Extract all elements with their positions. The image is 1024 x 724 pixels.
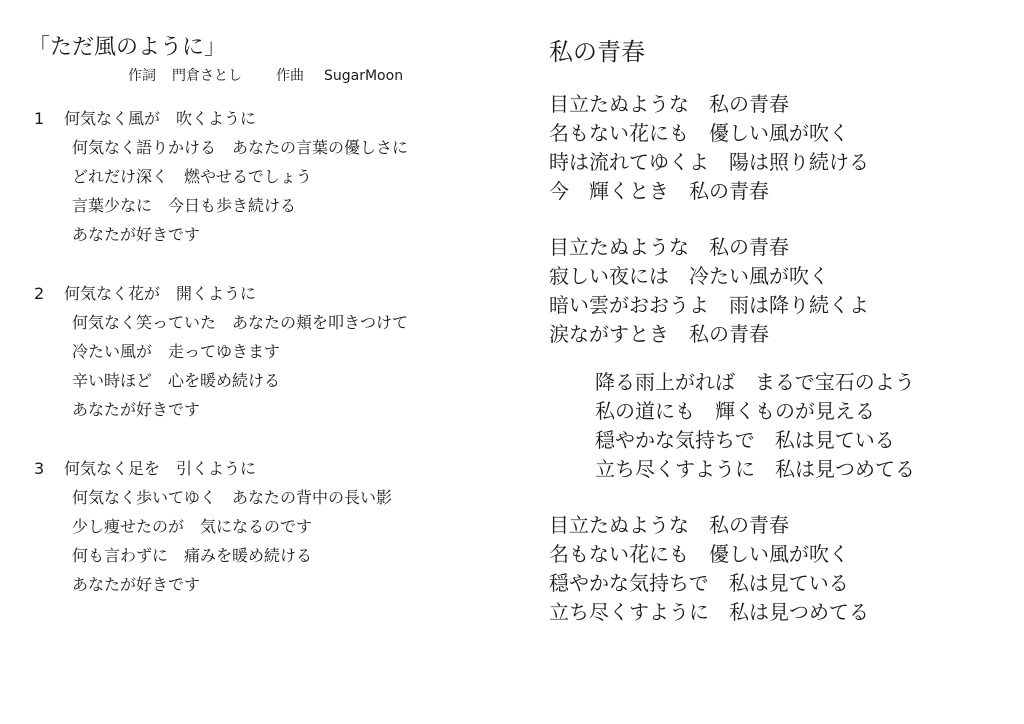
verse-2 (28, 279, 498, 424)
stanza-2 (549, 233, 1009, 349)
verse-line: 何も言わずに 痛みを暖め続ける (72, 546, 313, 565)
stanza-line: 名もない花にも 優しい風が吹く (549, 542, 849, 566)
verse-line-text: 何気なく風が 吹くように (64, 109, 257, 128)
verse-line-text: 何気なく花が 開くように (64, 284, 257, 303)
stanza-line: 私の道にも 輝くものが見える (595, 399, 875, 423)
stanza-line: 名もない花にも 優しい風が吹く (549, 121, 849, 145)
song-title: 「ただ風のように」 (28, 35, 227, 60)
verse-first-line (28, 279, 498, 308)
verse-list (28, 104, 498, 599)
verse-number: 1 (34, 109, 45, 128)
verse-line: 冷たい風が 走ってゆきます (72, 342, 281, 361)
verse-line: どれだけ深く 燃やせるでしょう (72, 167, 312, 186)
verse-first-line (28, 104, 498, 133)
composer-label: 作曲 (276, 68, 304, 84)
stanza-line: 暗い雲がおおうよ 雨は降り続くよ (549, 293, 869, 317)
verse-number: 3 (34, 459, 45, 478)
stanza-line: 目立たぬような 私の青春 (549, 92, 789, 116)
stanza-4 (549, 511, 1009, 627)
verse-line: 言葉少なに 今日も歩き続ける (72, 196, 297, 215)
verse-3 (28, 454, 498, 599)
verse-line: 何気なく笑っていた あなたの頬を叩きつけて (72, 313, 409, 332)
lyricist-label: 作詞 (128, 68, 156, 84)
stanza-line: 涙ながすとき 私の青春 (549, 322, 769, 346)
song-title-right: 私の青春 (549, 38, 645, 66)
stanza-line: 目立たぬような 私の青春 (549, 235, 789, 259)
stanza-line: 穏やかな気持ちで 私は見ている (549, 571, 849, 595)
composer-name: SugarMoon (324, 68, 404, 84)
verse-line: あなたが好きです (72, 575, 201, 594)
stanza-line: 今 輝くとき 私の青春 (549, 179, 769, 203)
verse-line: 辛い時ほど 心を暖め続ける (72, 371, 281, 390)
verse-line: あなたが好きです (72, 225, 201, 244)
verse-first-line (28, 454, 498, 483)
verse-line: 何気なく歩いてゆく あなたの背中の長い影 (72, 488, 393, 507)
stanza-bridge (549, 368, 1009, 484)
verse-line: 少し痩せたのが 気になるのです (72, 517, 313, 536)
left-song-column (28, 32, 498, 629)
stanza-line: 立ち尽くすように 私は見つめてる (549, 600, 869, 624)
stanza-line: 目立たぬような 私の青春 (549, 513, 789, 537)
verse-line: 何気なく語りかける あなたの言葉の優しさに (72, 138, 409, 157)
stanza-line: 寂しい夜には 冷たい風が吹く (549, 264, 829, 288)
stanza-line: 降る雨上がれば まるで宝石のよう (595, 370, 915, 394)
stanza-1 (549, 90, 1009, 206)
song-credits (128, 66, 498, 86)
stanza-line: 穏やかな気持ちで 私は見ている (595, 428, 895, 452)
verse-line-text: 何気なく足を 引くように (64, 459, 257, 478)
right-song-column (549, 34, 1009, 654)
verse-1 (28, 104, 498, 249)
lyricist-name: 門倉さとし (172, 68, 242, 84)
verse-number: 2 (34, 284, 45, 303)
verse-line: あなたが好きです (72, 400, 201, 419)
stanza-line: 時は流れてゆくよ 陽は照り続ける (549, 150, 869, 174)
stanza-line: 立ち尽くすように 私は見つめてる (595, 457, 915, 481)
